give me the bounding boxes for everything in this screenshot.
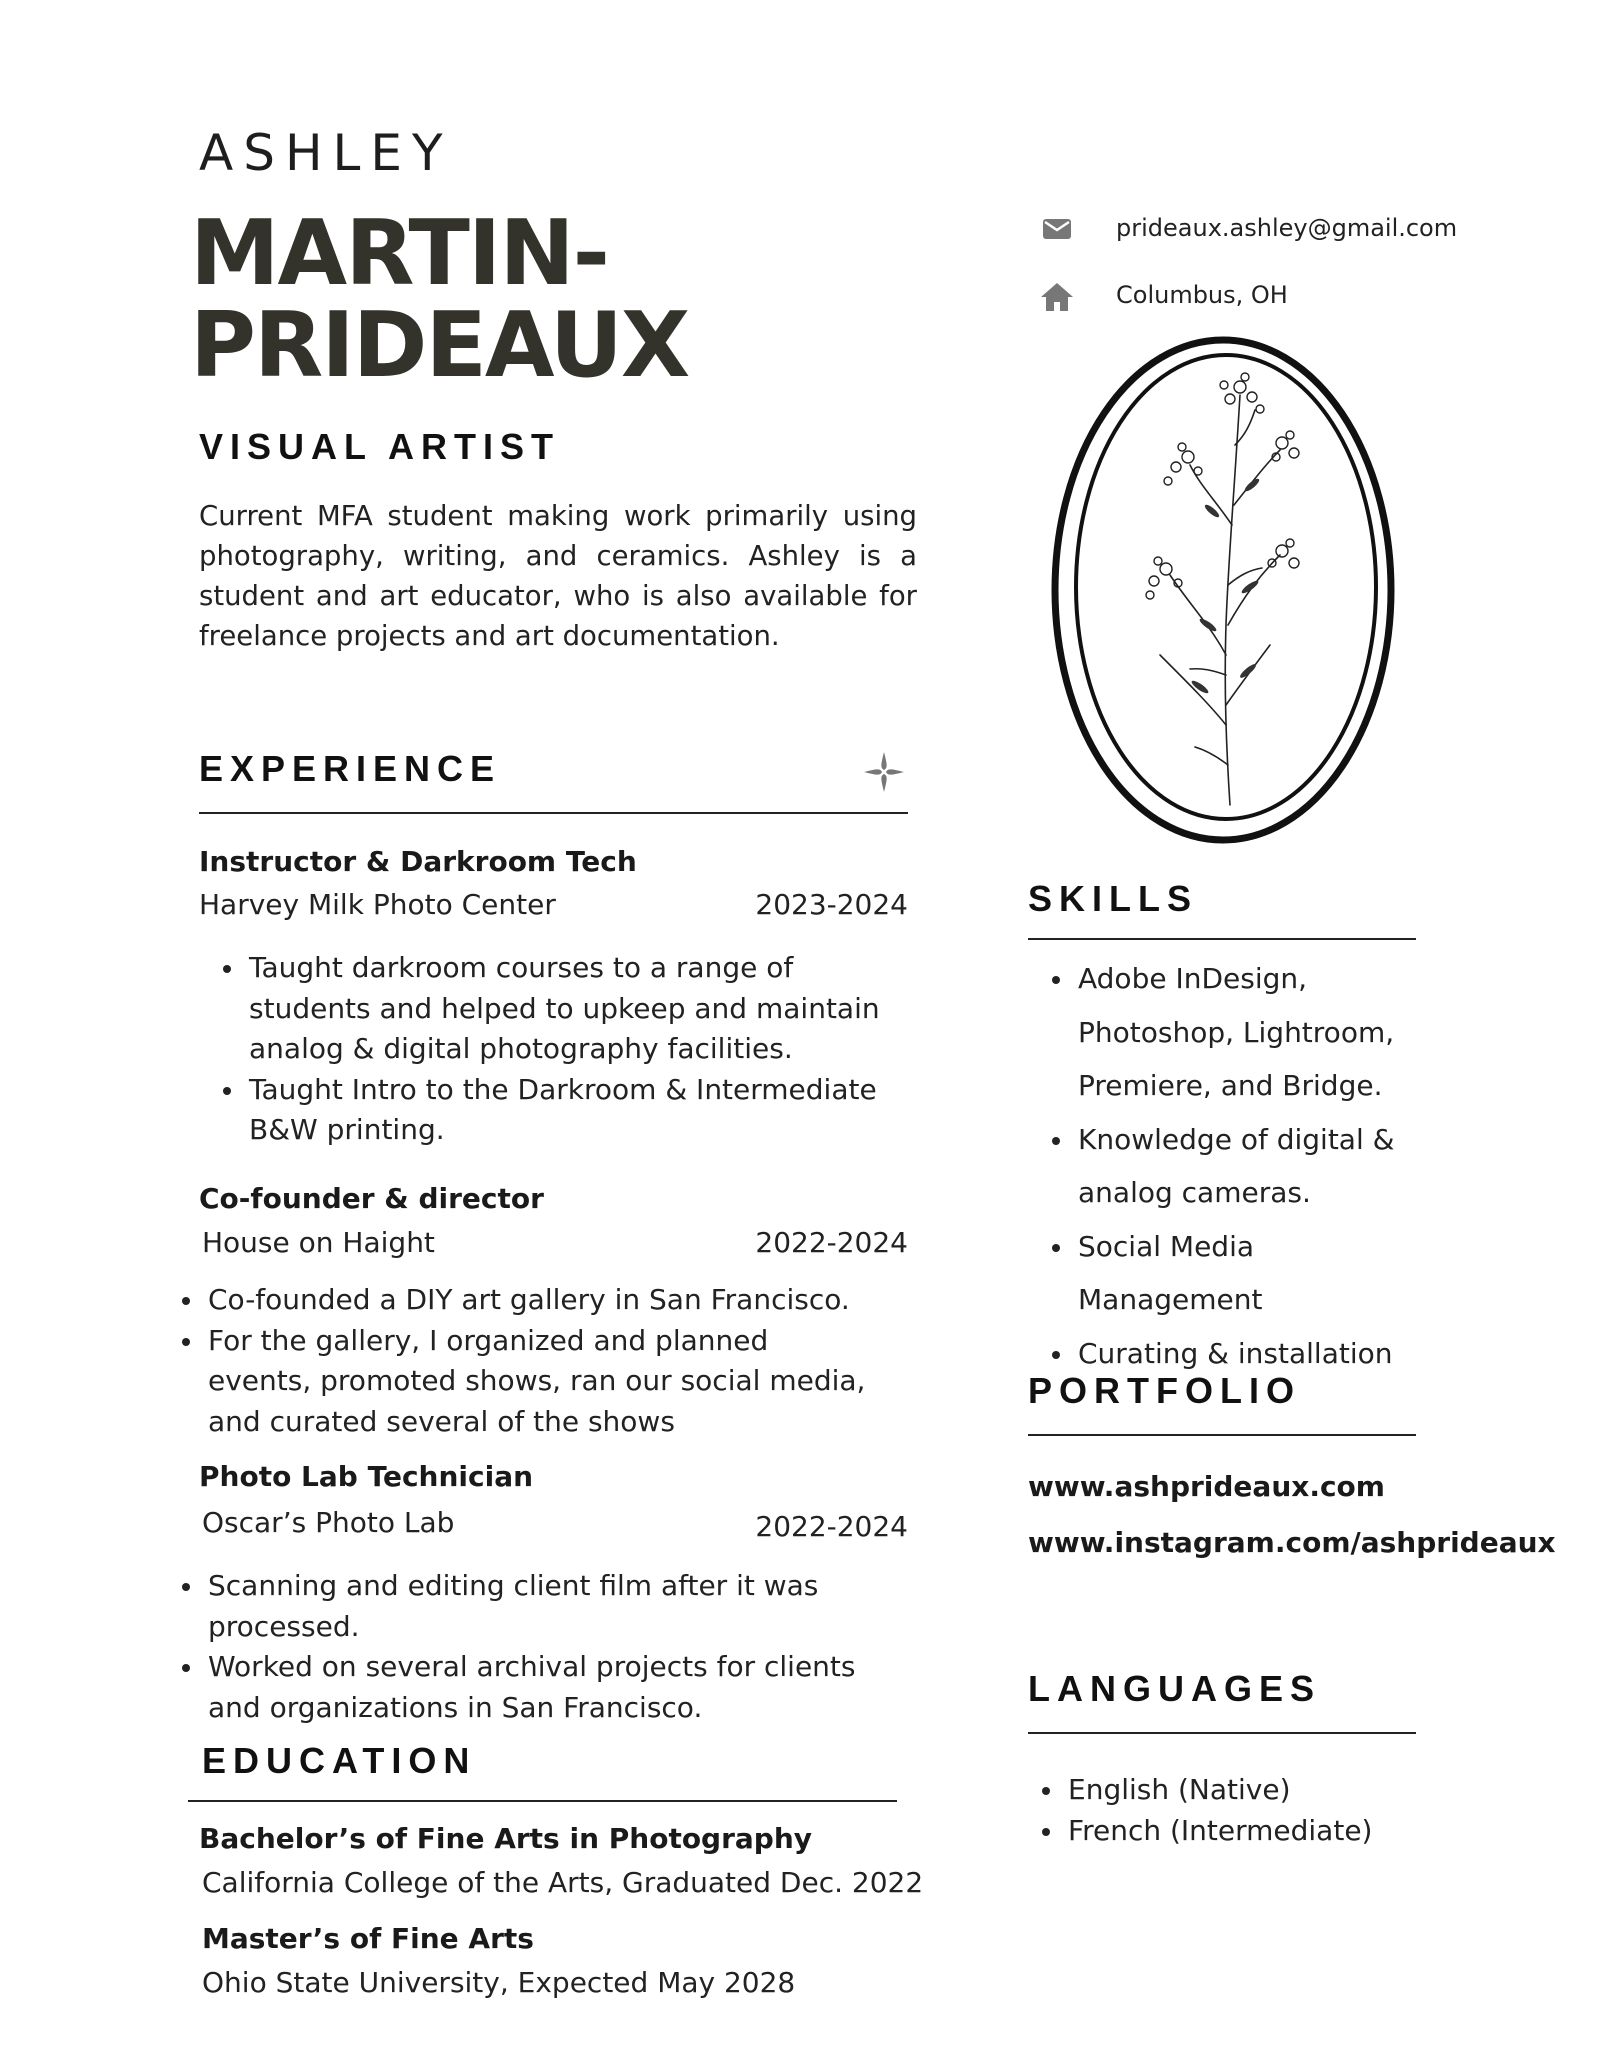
job-title-heading: VISUAL ARTIST bbox=[199, 426, 561, 467]
list-item: For the gallery, I organized and planned events, promoted shows, ran our social media, and curated several of the shows bbox=[176, 1321, 876, 1443]
list-item: Knowledge of digital & analog cameras. bbox=[1046, 1113, 1446, 1220]
job-org: Harvey Milk Photo Center bbox=[199, 888, 556, 921]
portfolio-heading: PORTFOLIO bbox=[1028, 1370, 1301, 1411]
portfolio-rule bbox=[1028, 1434, 1416, 1436]
summary-paragraph: Current MFA student making work primarily using photography, writing, and ceramics. Ashley is a student and art educator, who is also available for freelance projects and art documentation. bbox=[199, 500, 917, 652]
job-dates: 2022-2024 bbox=[755, 1510, 908, 1543]
job-dates: 2022-2024 bbox=[755, 1226, 908, 1259]
list-item: Co-founded a DIY art gallery in San Francisco. bbox=[176, 1280, 876, 1321]
skills-rule bbox=[1028, 938, 1416, 940]
email-text: prideaux.ashley@gmail.com bbox=[1116, 214, 1458, 242]
list-item: Scanning and editing client film after it was processed. bbox=[176, 1566, 856, 1647]
education-rule bbox=[188, 1800, 897, 1802]
location-text: Columbus, OH bbox=[1116, 281, 1288, 309]
education-degree: Master’s of Fine Arts bbox=[202, 1922, 534, 1955]
list-item: Adobe InDesign, Photoshop, Lightroom, Premiere, and Bridge. bbox=[1046, 952, 1446, 1113]
job-dates: 2023-2024 bbox=[755, 888, 908, 921]
job-org: House on Haight bbox=[202, 1226, 435, 1259]
portfolio-link-website[interactable]: www.ashprideaux.com bbox=[1028, 1470, 1385, 1503]
job-bullets bbox=[217, 948, 917, 1151]
languages-list bbox=[1036, 1770, 1436, 1851]
job-title: Co-founder & director bbox=[199, 1182, 544, 1215]
portfolio-link-instagram[interactable]: www.instagram.com/ashprideaux bbox=[1028, 1526, 1556, 1559]
experience-heading: EXPERIENCE bbox=[199, 748, 502, 789]
experience-rule bbox=[199, 812, 908, 814]
list-item: English (Native) bbox=[1036, 1770, 1436, 1811]
languages-rule bbox=[1028, 1732, 1416, 1734]
last-name bbox=[190, 201, 689, 398]
education-school: Ohio State University, Expected May 2028 bbox=[202, 1966, 796, 1999]
list-item: Social Media Management bbox=[1046, 1220, 1446, 1327]
job-title: Instructor & Darkroom Tech bbox=[199, 845, 637, 878]
four-point-star-icon bbox=[862, 750, 906, 794]
job-org: Oscar’s Photo Lab bbox=[202, 1506, 455, 1539]
envelope-icon bbox=[1040, 216, 1074, 242]
list-item: Taught Intro to the Darkroom & Intermediate B&W printing. bbox=[217, 1070, 917, 1151]
job-title: Photo Lab Technician bbox=[199, 1460, 534, 1493]
last-name-line-2: PRIDEAUX bbox=[190, 293, 689, 398]
list-item: Worked on several archival projects for clients and organizations in San Francisco. bbox=[176, 1647, 856, 1728]
education-degree: Bachelor’s of Fine Arts in Photography bbox=[199, 1822, 813, 1855]
first-name: ASHLEY bbox=[199, 124, 453, 182]
last-name-line-1: MARTIN- bbox=[190, 201, 609, 306]
skills-heading: SKILLS bbox=[1028, 878, 1199, 919]
education-heading: EDUCATION bbox=[202, 1740, 477, 1781]
list-item: Taught darkroom courses to a range of students and helped to upkeep and maintain analog & digital photography facilities. bbox=[217, 948, 917, 1070]
wildflower-oval-illustration bbox=[1040, 325, 1406, 855]
house-icon bbox=[1038, 280, 1076, 314]
list-item: French (Intermediate) bbox=[1036, 1811, 1436, 1852]
job-bullets bbox=[176, 1280, 876, 1442]
education-school: California College of the Arts, Graduated Dec. 2022 bbox=[202, 1866, 924, 1899]
job-bullets bbox=[176, 1566, 856, 1728]
skills-list bbox=[1046, 952, 1446, 1380]
languages-heading: LANGUAGES bbox=[1028, 1668, 1322, 1709]
list-item: Curating & installation bbox=[1046, 1327, 1446, 1381]
